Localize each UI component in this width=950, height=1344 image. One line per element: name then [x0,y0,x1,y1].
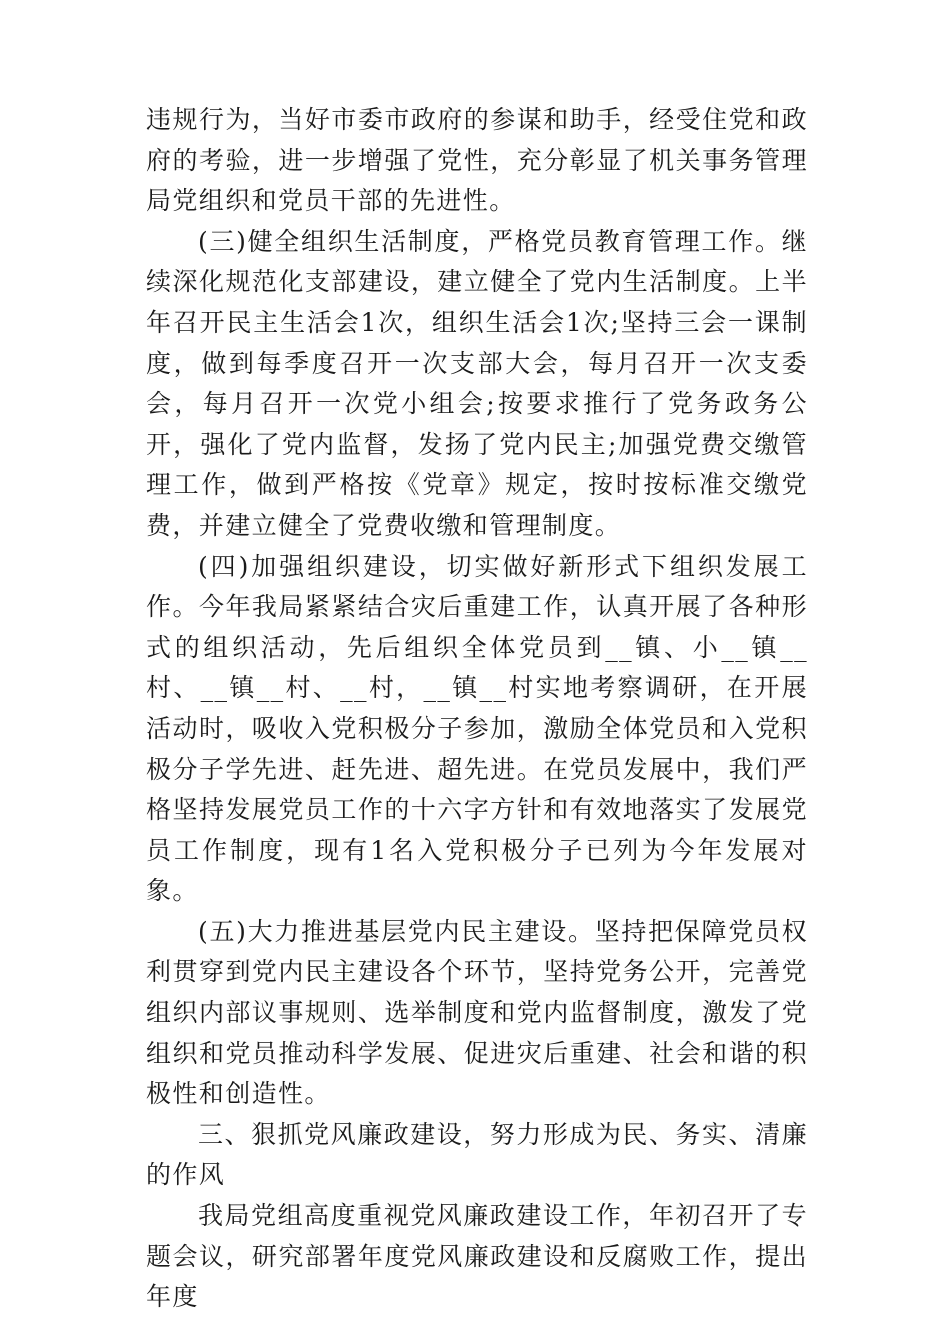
paragraph-2: (三)健全组织生活制度，严格党员教育管理工作。继续深化规范化支部建设，建立健全了党内生活制度。上半年召开民主生活会1次，组织生活会1次;坚持三会一课制度，做到每季度召开一次支部大会，每月召开一次支委会，每月召开一次党小组会;按要求推行了党务政务公开，强化了党内监督，发扬了党内民主;加强党费交缴管理工作，做到严格按《党章》规定，按时按标准交缴党费，并建立健全了党费收缴和管理制度。 [146,226,808,540]
paragraph-4: (五)大力推进基层党内民主建设。坚持把保障党员权利贯穿到党内民主建设各个环节，坚持党务公开，完善党组织内部议事规则、选举制度和党内监督制度，激发了党组织和党员推动科学发展、促进灾后重建、社会和谐的积极性和创造性。 [146,916,808,1109]
section-heading-3: 三、狠抓党风廉政建设，努力形成为民、务实、清廉的作风 [146,1119,808,1190]
paragraph-3: (四)加强组织建设，切实做好新形式下组织发展工作。今年我局紧紧结合灾后重建工作，认真开展了各种形式的组织活动，先后组织全体党员到__镇、小__镇__村、__镇__村、__村，__镇__村实地考察调研，在开展活动时，吸收入党积极分子参加，激励全体党员和入党积极分子学先进、赶先进、超先进。在党员发展中，我们严格坚持发展党员工作的十六字方针和有效地落实了发展党员工作制度，现有1名入党积极分子已列为今年发展对象。 [146,551,808,906]
paragraph-1: 违规行为，当好市委市政府的参谋和助手，经受住党和政府的考验，进一步增强了党性，充分彰显了机关事务管理局党组织和党员干部的先进性。 [146,105,808,216]
paragraph-6: 我局党组高度重视党风廉政建设工作，年初召开了专题会议，研究部署年度党风廉政建设和反腐败工作，提出年度 [146,1201,808,1312]
document-body [146,100,808,1318]
